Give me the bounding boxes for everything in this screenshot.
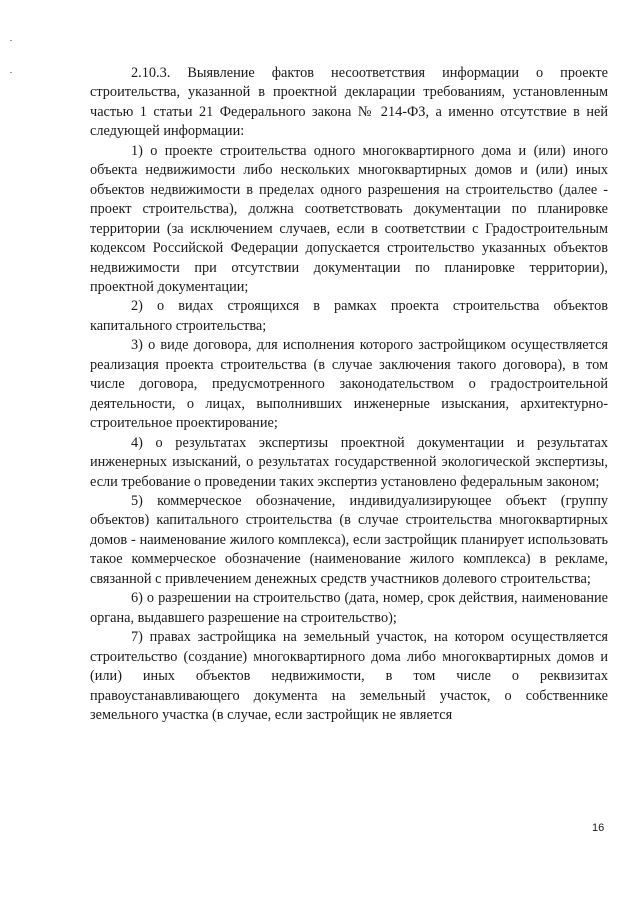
paragraph-2-10-3: 2.10.3. Выявление фактов несоответствия информации о проекте строительства, указанной в проектной декларации требованиям, установленным частью 1 статьи 21 Федерального закона № 214-ФЗ, а именно отсутствие в ней следующей информации:: [90, 65, 608, 140]
list-item-2: 2) о видах строящихся в рамках проекта строительства объектов капитального строительства;: [90, 298, 608, 334]
list-item-1: 1) о проекте строительства одного многоквартирного дома и (или) иного объекта недвижимости либо нескольких многоквартирных домов и (или) иных объектов недвижимости в пределах одного разрешения на строительство (далее - проект строительства), должна соответствовать документации по планировке территории (за исключением случаев, если в соответствии с Градостроительным кодексом Российской Федерации допускается строительство указанных объектов недвижимости при отсутствии документации по планировке территории), проектной документации;: [90, 142, 608, 295]
page-number: 16: [592, 822, 605, 834]
document-body: [90, 64, 608, 725]
list-item-6: 6) о разрешении на строительство (дата, номер, срок действия, наименование органа, выдавшего разрешение на строительство);: [90, 590, 608, 626]
list-item-5: 5) коммерческое обозначение, индивидуализирующее объект (группу объектов) капитального строительства (в случае строительства многоквартирных домов - наименование жилого комплекса), если застройщик планирует использовать такое коммерческое обозначение (наименование жилого комплекса) в рекламе, связанной с привлечением денежных средств участников долевого строительства;: [90, 492, 608, 587]
list-item-7: 7) правах застройщика на земельный участок, на котором осуществляется строительство (создание) многоквартирного дома либо многоквартирных домов и (или) иных объектов недвижимости, в том числе о реквизитах правоустанавливающего документа на земельный участок, о собственнике земельного участка (в случае, если застройщик не является: [90, 629, 608, 723]
margin-mark: [10, 72, 12, 73]
margin-mark: [10, 40, 12, 41]
list-item-4: 4) о результатах экспертизы проектной документации и результатах инженерных изысканий, о результатах государственной экологической экспертизы, если требование о проведении таких экспертиз установлено федеральным законом;: [90, 434, 608, 490]
list-item-3: 3) о виде договора, для исполнения которого застройщиком осуществляется реализация проекта строительства (в случае заключения такого договора), в том числе договора, предусмотренного законодательством о градостроительной деятельности, о лицах, выполнивших инженерные изыскания, архитектурно-строительное проектирование;: [90, 337, 608, 432]
